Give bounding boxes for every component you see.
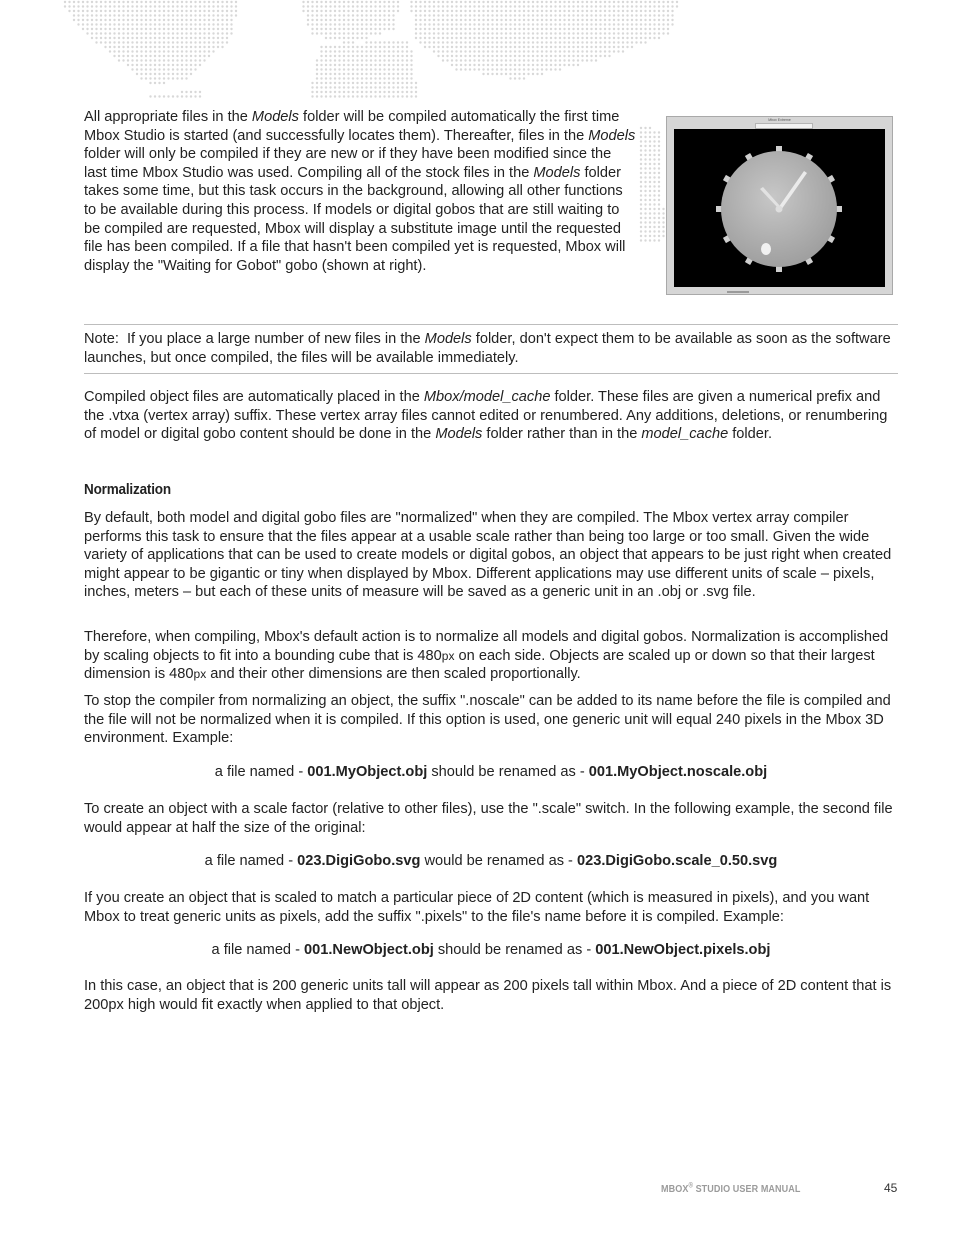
noscale-paragraph: To stop the compiler from normalizing an object, the suffix ".noscale" can be added to its name before the file is compiled and the file will not be normalized when it is compiled. If this option is used, one generic unit will equal 240 pixels in the Mbox 3D environment. Example: [84, 693, 891, 747]
figure-status-bar [727, 291, 749, 293]
scale-example: a file named - 023.DigiGobo.svg would be renamed as - 023.DigiGobo.scale_0.50.svg [204, 853, 778, 869]
scale-paragraph: To create an object with a scale factor (relative to other files), use the ".scale" switch. In the following example, the second file would appear at half the size of the original: [84, 801, 893, 836]
compiled-files-paragraph: Compiled object files are automatically placed in the Mbox/model_cache folder. These files are given a numerical prefix and the .vtxa (vertex array) suffix. These vertex array files cannot edited or renumbered. Any additions, deletions, or renumbering of model or digital gobo content should be done in the Models folder rather than in the model_cache folder. [84, 389, 888, 443]
normalization-paragraph-2: Therefore, when compiling, Mbox's default action is to normalize all models and digital gobos. Normalization is accomplished by scaling objects to fit into a bounding cube that is 480px on each side. Objects are scaled up or down so that their largest dimension is 480px and their other dimensions are then scaled proportionally. [84, 629, 889, 683]
pixels-paragraph: If you create an object that is scaled to match a particular piece of 2D content (which is measured in pixels), and you want Mbox to treat generic units as pixels, add the suffix ".pixels" to the file's name before it is compiled. Example: [84, 890, 870, 925]
final-paragraph: In this case, an object that is 200 generic units tall will appear as 200 pixels tall within Mbox. And a piece of 2D content that is 200px high would fit exactly when applied to that object. [84, 978, 892, 1013]
note-box: Note: If you place a large number of new files in the Models folder, don't expect them to be available as soon as the software launches, but once compiled, the files will be available immediately. [84, 324, 898, 374]
noscale-example: a file named - 001.MyObject.obj should be renamed as - 001.MyObject.noscale.obj [214, 764, 768, 780]
note-label: Note: [84, 331, 119, 347]
normalization-heading: Normalization [84, 481, 171, 498]
footer-manual-title: MBOX® STUDIO USER MANUAL [661, 1182, 801, 1195]
figure-window-title: Mbox Extreme [768, 118, 791, 122]
intro-paragraph: All appropriate files in the Models folder will be compiled automatically the first time Mbox Studio is started (and successfully locates them). Thereafter, files in the Models folder will only be compiled if they are new or if they have been modified since the last time Mbox Studio was used. Compiling all of the stock files in the Models folder takes some time, but this task occurs in the background, allowing all other functions to be available during this process. If models or digital gobos that are still waiting to be compiled are requested, Mbox will display a substitute image until the requested file has been compiled. If a file that hasn't been compiled yet is requested, Mbox will display the "Waiting for Gobot" gobo (shown at right). [84, 109, 636, 274]
page-number: 45 [884, 1181, 898, 1195]
normalization-paragraph-1: By default, both model and digital gobo files are "normalized" when they are compiled. The Mbox vertex array compiler performs this task to ensure that the files appear at a usable scale rather than being too large or too small. Given the wide variety of applications that can be used to create models or digital gobos, an object that appears to be just right when created might appear to be gigantic or tiny when displayed by Mbox. Different applications may use different units of scale – pixels, inches, meters – but each of these units of measure will be saved as a generic unit in an .obj or .svg file. [84, 510, 892, 601]
gobot-clock-gobo-image [674, 129, 885, 287]
figure-gobo-display [674, 129, 885, 287]
waiting-for-gobot-screenshot [666, 116, 893, 295]
pixels-example: a file named - 001.NewObject.obj should be renamed as - 001.NewObject.pixels.obj [211, 942, 771, 958]
